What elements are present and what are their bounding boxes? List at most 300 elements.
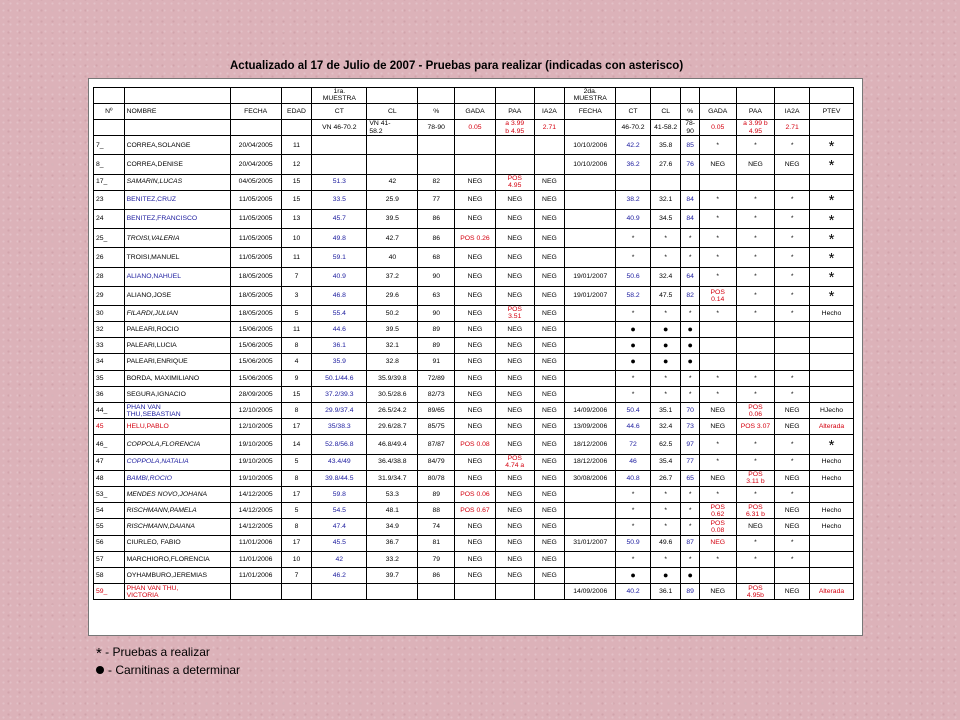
cell-paa: NEG: [495, 386, 534, 402]
cell-edad: 5: [281, 305, 312, 321]
cell-fecha2: [565, 354, 616, 370]
cell-ia2a: NEG: [534, 435, 565, 454]
cell-fecha2: 30/08/2006: [565, 470, 616, 486]
cell-gada: NEG: [455, 454, 496, 470]
cell-pct2: *: [681, 370, 699, 386]
cell-pct: 89: [418, 486, 455, 502]
cell-ia2a2: [775, 567, 810, 583]
cell-pct2: 64: [681, 267, 699, 286]
cell-cl: 42: [367, 174, 418, 190]
cell-n: 59_: [94, 584, 125, 600]
cell-ptev: HJecho: [809, 403, 853, 419]
cell-pct: 86: [418, 229, 455, 248]
cell-ptev: [809, 370, 853, 386]
cell-fecha: 18/05/2005: [230, 305, 281, 321]
cell-fecha2: [565, 322, 616, 338]
cell-cl: 39.5: [367, 322, 418, 338]
cell-paa: NEG: [495, 267, 534, 286]
cell-nombre: HELU,PABLO: [124, 419, 230, 435]
cell-paa: NEG: [495, 567, 534, 583]
cell-paa2: [736, 322, 775, 338]
cell-ct: 33.5: [312, 190, 367, 209]
cell-ia2a2: *: [775, 267, 810, 286]
cell-n: 33: [94, 338, 125, 354]
cell-ia2a2: *: [775, 435, 810, 454]
cell-cl: [367, 155, 418, 174]
cell-ptev: Hecho: [809, 470, 853, 486]
cell-gada: NEG: [455, 305, 496, 321]
cell-ia2a: NEG: [534, 209, 565, 228]
cell-ct: [312, 584, 367, 600]
cell-nombre: CORREA,SOLANGE: [124, 136, 230, 155]
cell-gada2: *: [699, 267, 736, 286]
cell-cl2: *: [650, 551, 681, 567]
cell-ia2a2: NEG: [775, 403, 810, 419]
cell-edad: 17: [281, 535, 312, 551]
cell-fecha: 18/05/2005: [230, 267, 281, 286]
cell-nombre: COPPOLA,FLORENCIA: [124, 435, 230, 454]
cell-ptev: Alterada: [809, 419, 853, 435]
col-header: EDAD: [281, 103, 312, 119]
cell-paa: NEG: [495, 419, 534, 435]
cell-gada2: *: [699, 486, 736, 502]
cell-paa2: *: [736, 551, 775, 567]
cell-paa: [495, 584, 534, 600]
cell-ct: 45.5: [312, 535, 367, 551]
cell-paa2: *: [736, 486, 775, 502]
cell-ct2: *: [616, 370, 651, 386]
cell-gada: NEG: [455, 209, 496, 228]
cell-ia2a: NEG: [534, 470, 565, 486]
cell-fecha: 19/10/2005: [230, 470, 281, 486]
cell-n: 36: [94, 386, 125, 402]
cell-gada: [455, 155, 496, 174]
cell-paa2: *: [736, 248, 775, 267]
col-header: Nº: [94, 103, 125, 119]
cell-cl: 25.9: [367, 190, 418, 209]
cell-gada2: NEG: [699, 584, 736, 600]
header-row-columns: [94, 103, 854, 119]
cell-cl: 46.8/49.4: [367, 435, 418, 454]
cell-pct: [418, 584, 455, 600]
cell-ia2a2: *: [775, 370, 810, 386]
cell-ia2a: NEG: [534, 503, 565, 519]
cell-pct2: 84: [681, 209, 699, 228]
cell-nombre: CIURLEO, FABIO: [124, 535, 230, 551]
table-row: [94, 535, 854, 551]
cell-fecha: 15/06/2005: [230, 354, 281, 370]
cell-paa2: POS 3.11 b: [736, 470, 775, 486]
cell-gada2: POS 0.08: [699, 519, 736, 535]
cell-gada2: NEG: [699, 470, 736, 486]
cell-edad: 13: [281, 209, 312, 228]
cell-ia2a2: *: [775, 229, 810, 248]
cell-ct2: 72: [616, 435, 651, 454]
cell-ptev: [809, 567, 853, 583]
cell-pct: 84/79: [418, 454, 455, 470]
cell-ia2a2: *: [775, 454, 810, 470]
cell-n: 44_: [94, 403, 125, 419]
cell-paa2: [736, 174, 775, 190]
cell-fecha: 11/01/2006: [230, 567, 281, 583]
cell-ia2a: [534, 155, 565, 174]
cell-nombre: BORDA, MAXIMILIANO: [124, 370, 230, 386]
cell-fecha: 15/06/2005: [230, 322, 281, 338]
cell-ptev: Hecho: [809, 454, 853, 470]
table-row: [94, 403, 854, 419]
cell-ct: 35/38.3: [312, 419, 367, 435]
cell-edad: 7: [281, 267, 312, 286]
cell-ct2: ●: [616, 354, 651, 370]
cell-ct2: ●: [616, 567, 651, 583]
table-row: [94, 419, 854, 435]
cell-edad: 10: [281, 551, 312, 567]
cell-n: 45: [94, 419, 125, 435]
cell-pct2: *: [681, 386, 699, 402]
cell-paa2: NEG: [736, 519, 775, 535]
cell-paa: POS 4.95: [495, 174, 534, 190]
cell-pct: [418, 136, 455, 155]
cell-ia2a2: *: [775, 486, 810, 502]
cell-ct2: *: [616, 229, 651, 248]
cell-cl2: 36.1: [650, 584, 681, 600]
cell-nombre: BENITEZ,CRUZ: [124, 190, 230, 209]
cell-n: 17_: [94, 174, 125, 190]
legend-asterisk: [96, 644, 240, 662]
header-muestra-1: 1ra. MUESTRA: [312, 88, 367, 104]
cell-cl2: ●: [650, 338, 681, 354]
cell-ct2: 40.2: [616, 584, 651, 600]
cell-fecha: 28/09/2005: [230, 386, 281, 402]
range-gada-1: 0.05: [455, 120, 496, 136]
cell-n: 57: [94, 551, 125, 567]
cell-gada: [455, 136, 496, 155]
col-header: GADA: [699, 103, 736, 119]
header-row-muestra: [94, 88, 854, 104]
cell-ia2a: NEG: [534, 322, 565, 338]
cell-gada2: *: [699, 435, 736, 454]
cell-n: 53_: [94, 486, 125, 502]
col-header: CL: [650, 103, 681, 119]
cell-ia2a2: *: [775, 136, 810, 155]
table-row: [94, 267, 854, 286]
cell-pct: 74: [418, 519, 455, 535]
results-sheet: [88, 78, 863, 636]
cell-ia2a2: NEG: [775, 470, 810, 486]
range-gada-2: 0.05: [699, 120, 736, 136]
cell-ia2a: NEG: [534, 403, 565, 419]
cell-ct2: 46: [616, 454, 651, 470]
cell-ia2a2: *: [775, 286, 810, 305]
cell-nombre: COPPOLA,NATALIA: [124, 454, 230, 470]
cell-edad: 12: [281, 155, 312, 174]
cell-nombre: CORREA,DENISE: [124, 155, 230, 174]
cell-ptev: [809, 535, 853, 551]
cell-pct: 89: [418, 322, 455, 338]
cell-fecha: 18/05/2005: [230, 286, 281, 305]
cell-ia2a2: [775, 338, 810, 354]
cell-cl: 32.1: [367, 338, 418, 354]
cell-nombre: MARCHIORO,FLORENCIA: [124, 551, 230, 567]
cell-ct: 45.7: [312, 209, 367, 228]
filled-circle-icon: [96, 666, 104, 674]
cell-fecha2: [565, 190, 616, 209]
table-row: [94, 519, 854, 535]
legend-dot-text: - Carnitinas a determinar: [108, 663, 241, 677]
cell-ia2a: NEG: [534, 338, 565, 354]
cell-ptev: *: [809, 286, 853, 305]
cell-pct2: *: [681, 305, 699, 321]
cell-paa2: [736, 354, 775, 370]
table-row: [94, 370, 854, 386]
cell-pct: 91: [418, 354, 455, 370]
cell-fecha2: [565, 386, 616, 402]
cell-edad: 17: [281, 419, 312, 435]
cell-gada2: POS 0.14: [699, 286, 736, 305]
cell-pct: 77: [418, 190, 455, 209]
cell-gada: NEG: [455, 470, 496, 486]
cell-fecha: 12/10/2005: [230, 403, 281, 419]
cell-n: 26: [94, 248, 125, 267]
cell-paa: NEG: [495, 486, 534, 502]
cell-gada: NEG: [455, 370, 496, 386]
cell-fecha: 20/04/2005: [230, 136, 281, 155]
cell-ct2: 40.9: [616, 209, 651, 228]
cell-nombre: OYHAMBURO,JEREMIAS: [124, 567, 230, 583]
cell-ia2a: NEG: [534, 535, 565, 551]
cell-ct2: ●: [616, 322, 651, 338]
cell-paa2: *: [736, 435, 775, 454]
cell-paa: NEG: [495, 551, 534, 567]
range-cl-2: 41-58.2: [650, 120, 681, 136]
cell-paa: NEG: [495, 535, 534, 551]
cell-n: 28: [94, 267, 125, 286]
cell-cl: 29.6: [367, 286, 418, 305]
cell-pct2: 84: [681, 190, 699, 209]
cell-cl: 37.2: [367, 267, 418, 286]
cell-ia2a: NEG: [534, 267, 565, 286]
header-muestra-2: 2da. MUESTRA: [565, 88, 616, 104]
cell-gada: POS 0.26: [455, 229, 496, 248]
cell-edad: 8: [281, 403, 312, 419]
table-row: [94, 386, 854, 402]
cell-fecha2: [565, 229, 616, 248]
cell-pct2: *: [681, 551, 699, 567]
cell-ct: 51.3: [312, 174, 367, 190]
range-pct-2: 78- 90: [681, 120, 699, 136]
cell-paa: NEG: [495, 338, 534, 354]
cell-paa: [495, 136, 534, 155]
cell-cl: 53.3: [367, 486, 418, 502]
cell-cl2: *: [650, 386, 681, 402]
cell-ptev: *: [809, 190, 853, 209]
cell-cl: 36.4/38.8: [367, 454, 418, 470]
cell-ia2a: NEG: [534, 486, 565, 502]
cell-edad: 8: [281, 470, 312, 486]
cell-gada: NEG: [455, 190, 496, 209]
cell-ia2a: NEG: [534, 567, 565, 583]
cell-fecha2: [565, 209, 616, 228]
cell-pct: 86: [418, 567, 455, 583]
cell-paa2: *: [736, 136, 775, 155]
cell-ct: 52.8/56.8: [312, 435, 367, 454]
cell-paa: POS 3.51: [495, 305, 534, 321]
cell-edad: 11: [281, 136, 312, 155]
cell-pct2: *: [681, 503, 699, 519]
cell-cl: 30.5/28.6: [367, 386, 418, 402]
cell-ct2: 40.8: [616, 470, 651, 486]
cell-ptev: *: [809, 435, 853, 454]
cell-gada: NEG: [455, 267, 496, 286]
table-row: [94, 338, 854, 354]
cell-gada2: *: [699, 370, 736, 386]
cell-fecha: 15/06/2005: [230, 370, 281, 386]
cell-paa2: *: [736, 286, 775, 305]
cell-gada: NEG: [455, 386, 496, 402]
cell-fecha2: [565, 370, 616, 386]
col-header: PTEV: [809, 103, 853, 119]
cell-fecha2: 19/01/2007: [565, 267, 616, 286]
cell-gada: POS 0.06: [455, 486, 496, 502]
cell-n: 30: [94, 305, 125, 321]
table-row: [94, 470, 854, 486]
cell-cl2: *: [650, 486, 681, 502]
cell-ct: 36.1: [312, 338, 367, 354]
cell-ia2a2: NEG: [775, 155, 810, 174]
cell-ct: 54.5: [312, 503, 367, 519]
table-row: [94, 286, 854, 305]
cell-gada2: [699, 174, 736, 190]
cell-fecha: 19/10/2005: [230, 435, 281, 454]
cell-fecha2: [565, 174, 616, 190]
cell-nombre: SEGURA,IGNACIO: [124, 386, 230, 402]
cell-ct: [312, 136, 367, 155]
cell-pct: 88: [418, 503, 455, 519]
cell-cl: 29.6/28.7: [367, 419, 418, 435]
cell-edad: 4: [281, 354, 312, 370]
cell-edad: 3: [281, 286, 312, 305]
cell-ia2a: NEG: [534, 305, 565, 321]
cell-nombre: RISCHMANN,DAIANA: [124, 519, 230, 535]
cell-ct2: 44.6: [616, 419, 651, 435]
cell-fecha: 11/05/2005: [230, 229, 281, 248]
cell-fecha2: [565, 567, 616, 583]
cell-gada: NEG: [455, 248, 496, 267]
cell-paa: NEG: [495, 286, 534, 305]
cell-pct: 81: [418, 535, 455, 551]
range-ct-2: 46-70.2: [616, 120, 651, 136]
range-ct-1: VN 46-70.2: [312, 120, 367, 136]
cell-ct2: *: [616, 503, 651, 519]
cell-ct: 47.4: [312, 519, 367, 535]
cell-gada2: *: [699, 248, 736, 267]
cell-paa2: [736, 567, 775, 583]
cell-fecha: 11/05/2005: [230, 190, 281, 209]
cell-gada2: [699, 338, 736, 354]
cell-ct: 59.8: [312, 486, 367, 502]
cell-ct2: *: [616, 551, 651, 567]
cell-nombre: PALEARI,LUCIA: [124, 338, 230, 354]
cell-pct2: *: [681, 248, 699, 267]
cell-nombre: MENDES NOVO,JOHANA: [124, 486, 230, 502]
range-pct-1: 78-90: [418, 120, 455, 136]
cell-ct: 35.9: [312, 354, 367, 370]
cell-edad: 8: [281, 519, 312, 535]
table-row: [94, 503, 854, 519]
cell-pct: 90: [418, 305, 455, 321]
cell-edad: 10: [281, 229, 312, 248]
cell-fecha: 14/12/2005: [230, 486, 281, 502]
cell-nombre: PALEARI,ROCIO: [124, 322, 230, 338]
cell-ia2a: NEG: [534, 248, 565, 267]
cell-fecha: 15/06/2005: [230, 338, 281, 354]
col-header: CT: [312, 103, 367, 119]
cell-cl2: 47.5: [650, 286, 681, 305]
cell-ia2a2: *: [775, 386, 810, 402]
cell-ct: 46.2: [312, 567, 367, 583]
cell-ct2: 42.2: [616, 136, 651, 155]
cell-pct: 72/89: [418, 370, 455, 386]
cell-nombre: BENITEZ,FRANCISCO: [124, 209, 230, 228]
cell-ia2a2: *: [775, 248, 810, 267]
cell-pct2: *: [681, 486, 699, 502]
cell-fecha2: 18/12/2006: [565, 454, 616, 470]
cell-paa: NEG: [495, 370, 534, 386]
range-ia2a-1: 2.71: [534, 120, 565, 136]
table-row: [94, 354, 854, 370]
cell-fecha2: 10/10/2006: [565, 136, 616, 155]
cell-pct: 85/75: [418, 419, 455, 435]
cell-paa: NEG: [495, 248, 534, 267]
cell-ia2a: NEG: [534, 229, 565, 248]
cell-edad: 8: [281, 338, 312, 354]
cell-ptev: Alterada: [809, 584, 853, 600]
cell-fecha2: [565, 519, 616, 535]
cell-pct2: 82: [681, 286, 699, 305]
col-header: GADA: [455, 103, 496, 119]
cell-ct: 42: [312, 551, 367, 567]
cell-paa2: POS 4.95b: [736, 584, 775, 600]
table-row: [94, 305, 854, 321]
cell-gada: POS 0.08: [455, 435, 496, 454]
cell-nombre: TROISI,VALERIA: [124, 229, 230, 248]
cell-fecha: 11/05/2005: [230, 209, 281, 228]
cell-edad: 11: [281, 248, 312, 267]
range-cl-1: VN 41- 58.2: [367, 120, 418, 136]
col-header: %: [681, 103, 699, 119]
cell-pct2: [681, 174, 699, 190]
cell-fecha2: [565, 248, 616, 267]
cell-n: 23: [94, 190, 125, 209]
cell-pct2: ●: [681, 567, 699, 583]
cell-cl: 35.9/39.8: [367, 370, 418, 386]
cell-ia2a2: [775, 354, 810, 370]
cell-ptev: *: [809, 209, 853, 228]
cell-gada2: *: [699, 209, 736, 228]
cell-ia2a2: NEG: [775, 519, 810, 535]
cell-ct2: 50.6: [616, 267, 651, 286]
cell-paa: POS 4.74 a: [495, 454, 534, 470]
cell-n: 46_: [94, 435, 125, 454]
cell-ia2a: NEG: [534, 190, 565, 209]
cell-ct: 29.9/37.4: [312, 403, 367, 419]
table-row: [94, 486, 854, 502]
col-header: IA2A: [775, 103, 810, 119]
cell-fecha: 04/05/2005: [230, 174, 281, 190]
cell-cl: 50.2: [367, 305, 418, 321]
cell-fecha: 20/04/2005: [230, 155, 281, 174]
cell-cl: 36.7: [367, 535, 418, 551]
